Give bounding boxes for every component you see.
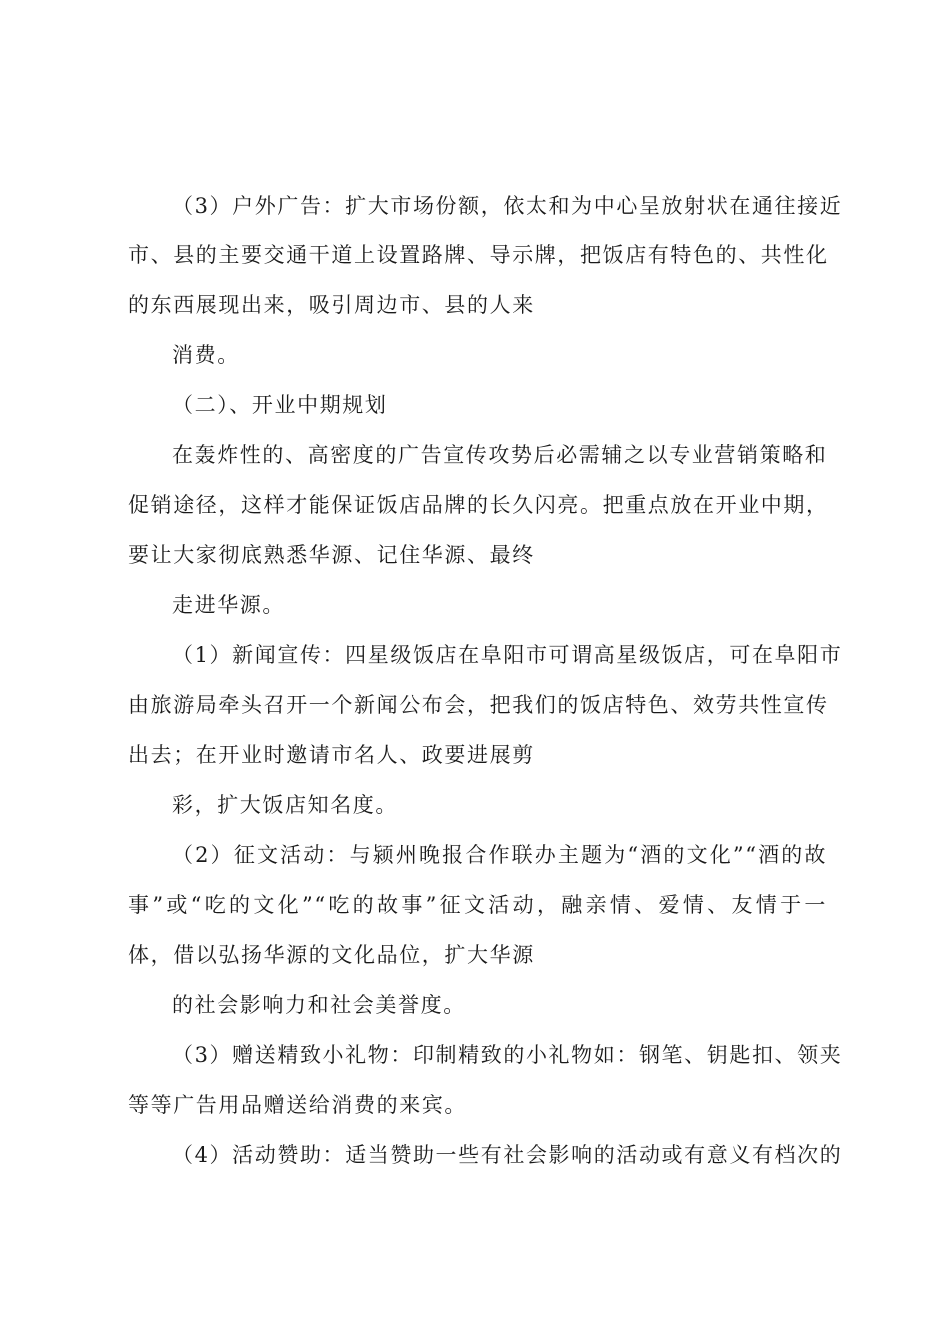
text-line: 市、县的主要交通干道上设置路牌、导示牌，把饭店有特色的、共性化	[128, 243, 829, 267]
text-line: （3）户外广告：扩大市场份额，依太和为中心呈放射状在通往接近	[172, 194, 843, 218]
text-line: （1）新闻宣传：四星级饭店在阜阳市可谓高星级饭店，可在阜阳市	[172, 643, 843, 667]
text-line: 促销途径，这样才能保证饭店品牌的长久闪亮。把重点放在开业中期，	[128, 493, 829, 517]
text-line: （4）活动赞助：适当赞助一些有社会影响的活动或有意义有档次的	[172, 1143, 843, 1167]
text-line: 等等广告用品赠送给消费的来宾。	[128, 1093, 467, 1117]
section-heading: （二）、开业中期规划	[172, 393, 388, 417]
text-line: 出去；在开业时邀请市名人、政要进展剪	[128, 743, 535, 767]
text-line: 彩，扩大饭店知名度。	[172, 793, 398, 817]
text-line: 走进华源。	[172, 593, 285, 617]
text-line: 在轰炸性的、高密度的广告宣传攻势后必需辅之以专业营销策略和	[172, 443, 828, 467]
text-line: 消费。	[172, 343, 240, 367]
text-line: 由旅游局牵头召开一个新闻公布会，把我们的饭店特色、效劳共性宣传	[128, 693, 829, 717]
text-line: 的东西展现出来，吸引周边市、县的人来	[128, 293, 535, 317]
text-line: （2）征文活动：与颍州晚报合作联办主题为“酒的文化”“酒的故	[172, 843, 827, 867]
text-line: （3）赠送精致小礼物：印制精致的小礼物如：钢笔、钥匙扣、领夹	[172, 1043, 843, 1067]
text-line: 的社会影响力和社会美誉度。	[172, 993, 466, 1017]
text-line: 体，借以弘扬华源的文化品位，扩大华源	[128, 943, 535, 967]
text-line: 要让大家彻底熟悉华源、记住华源、最终	[128, 543, 535, 567]
text-line: 事”或“吃的文化”“吃的故事”征文活动，融亲情、爱情、友情于一	[128, 893, 827, 917]
